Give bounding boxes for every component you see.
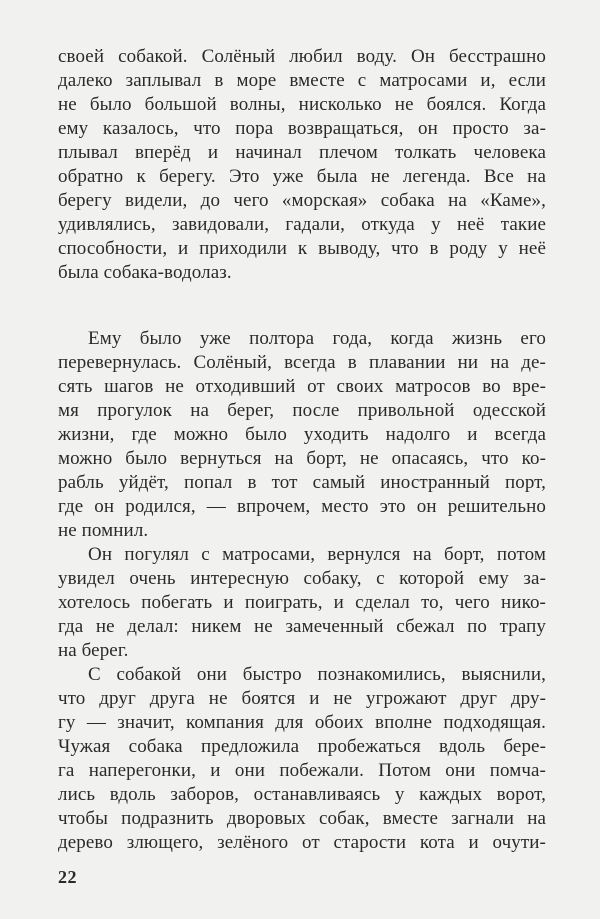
page-number: 22 xyxy=(58,867,77,887)
text-line: Он погулял с матросами, вернулся на борт, потом xyxy=(88,544,546,565)
text-line: перевернулась. Солёный, всегда в плавании ни на де- xyxy=(58,352,546,373)
text-line: можно было вернуться на борт, не опасаясь, что ко- xyxy=(58,448,546,469)
text-line: рабль уйдёт, попал в тот самый иностранный порт, xyxy=(58,472,546,493)
text-line: жизни, где можно было уходить надолго и всегда xyxy=(58,424,546,445)
text-line: ему казалось, что пора возвращаться, он просто за- xyxy=(58,118,546,139)
text-line: гда не делал: никем не замеченный сбежал по трапу xyxy=(58,616,546,637)
text-line: берегу видели, до чего «морская» собака на «Каме», xyxy=(58,190,546,211)
text-line: гу — значит, компания для обоих вполне подходящая. xyxy=(58,712,546,733)
text-line: Чужая собака предложила пробежаться вдоль бере- xyxy=(58,736,546,757)
text-line: удивлялись, завидовали, гадали, откуда у неё такие xyxy=(58,214,546,235)
text-line: далеко заплывал в море вместе с матросами и, если xyxy=(58,70,546,91)
text-line: обратно к берегу. Это уже была не легенда. Все на xyxy=(58,166,546,187)
text-line: способности, и приходили к выводу, что в роду у неё xyxy=(58,238,546,259)
text-line: чтобы подразнить дворовых собак, вместе загнали на xyxy=(58,808,546,829)
text-line: га наперегонки, и они побежали. Потом они помча- xyxy=(58,760,546,781)
text-line: мя прогулок на берег, после привольной одесской xyxy=(58,400,546,421)
text-line: хотелось побегать и поиграть, и сделал то, чего нико- xyxy=(58,592,546,613)
text-line: увидел очень интересную собаку, с которой ему за- xyxy=(58,568,546,589)
text-line: лись вдоль заборов, останавливаясь у каждых ворот, xyxy=(58,784,546,805)
text-line: на берег. xyxy=(58,640,129,661)
text-line: плывал вперёд и начинал плечом толкать человека xyxy=(58,142,546,163)
text-line: не было большой волны, нисколько не боялся. Когда xyxy=(58,94,546,115)
text-line: Ему было уже полтора года, когда жизнь его xyxy=(88,328,546,349)
text-line: что друг друга не боятся и не угрожают друг дру- xyxy=(58,688,546,709)
text-line: была собака-водолаз. xyxy=(58,262,232,283)
text-line: сять шагов не отходивший от своих матросов во вре- xyxy=(58,376,546,397)
text-line: где он родился, — впрочем, место это он решительно xyxy=(58,496,546,517)
text-line: своей собакой. Солёный любил воду. Он бесстрашно xyxy=(58,46,546,67)
text-line: не помнил. xyxy=(58,520,149,541)
text-line: дерево злющего, зелёного от старости кота и очути- xyxy=(58,832,546,853)
text-line: С собакой они быстро познакомились, выяснили, xyxy=(88,664,546,685)
